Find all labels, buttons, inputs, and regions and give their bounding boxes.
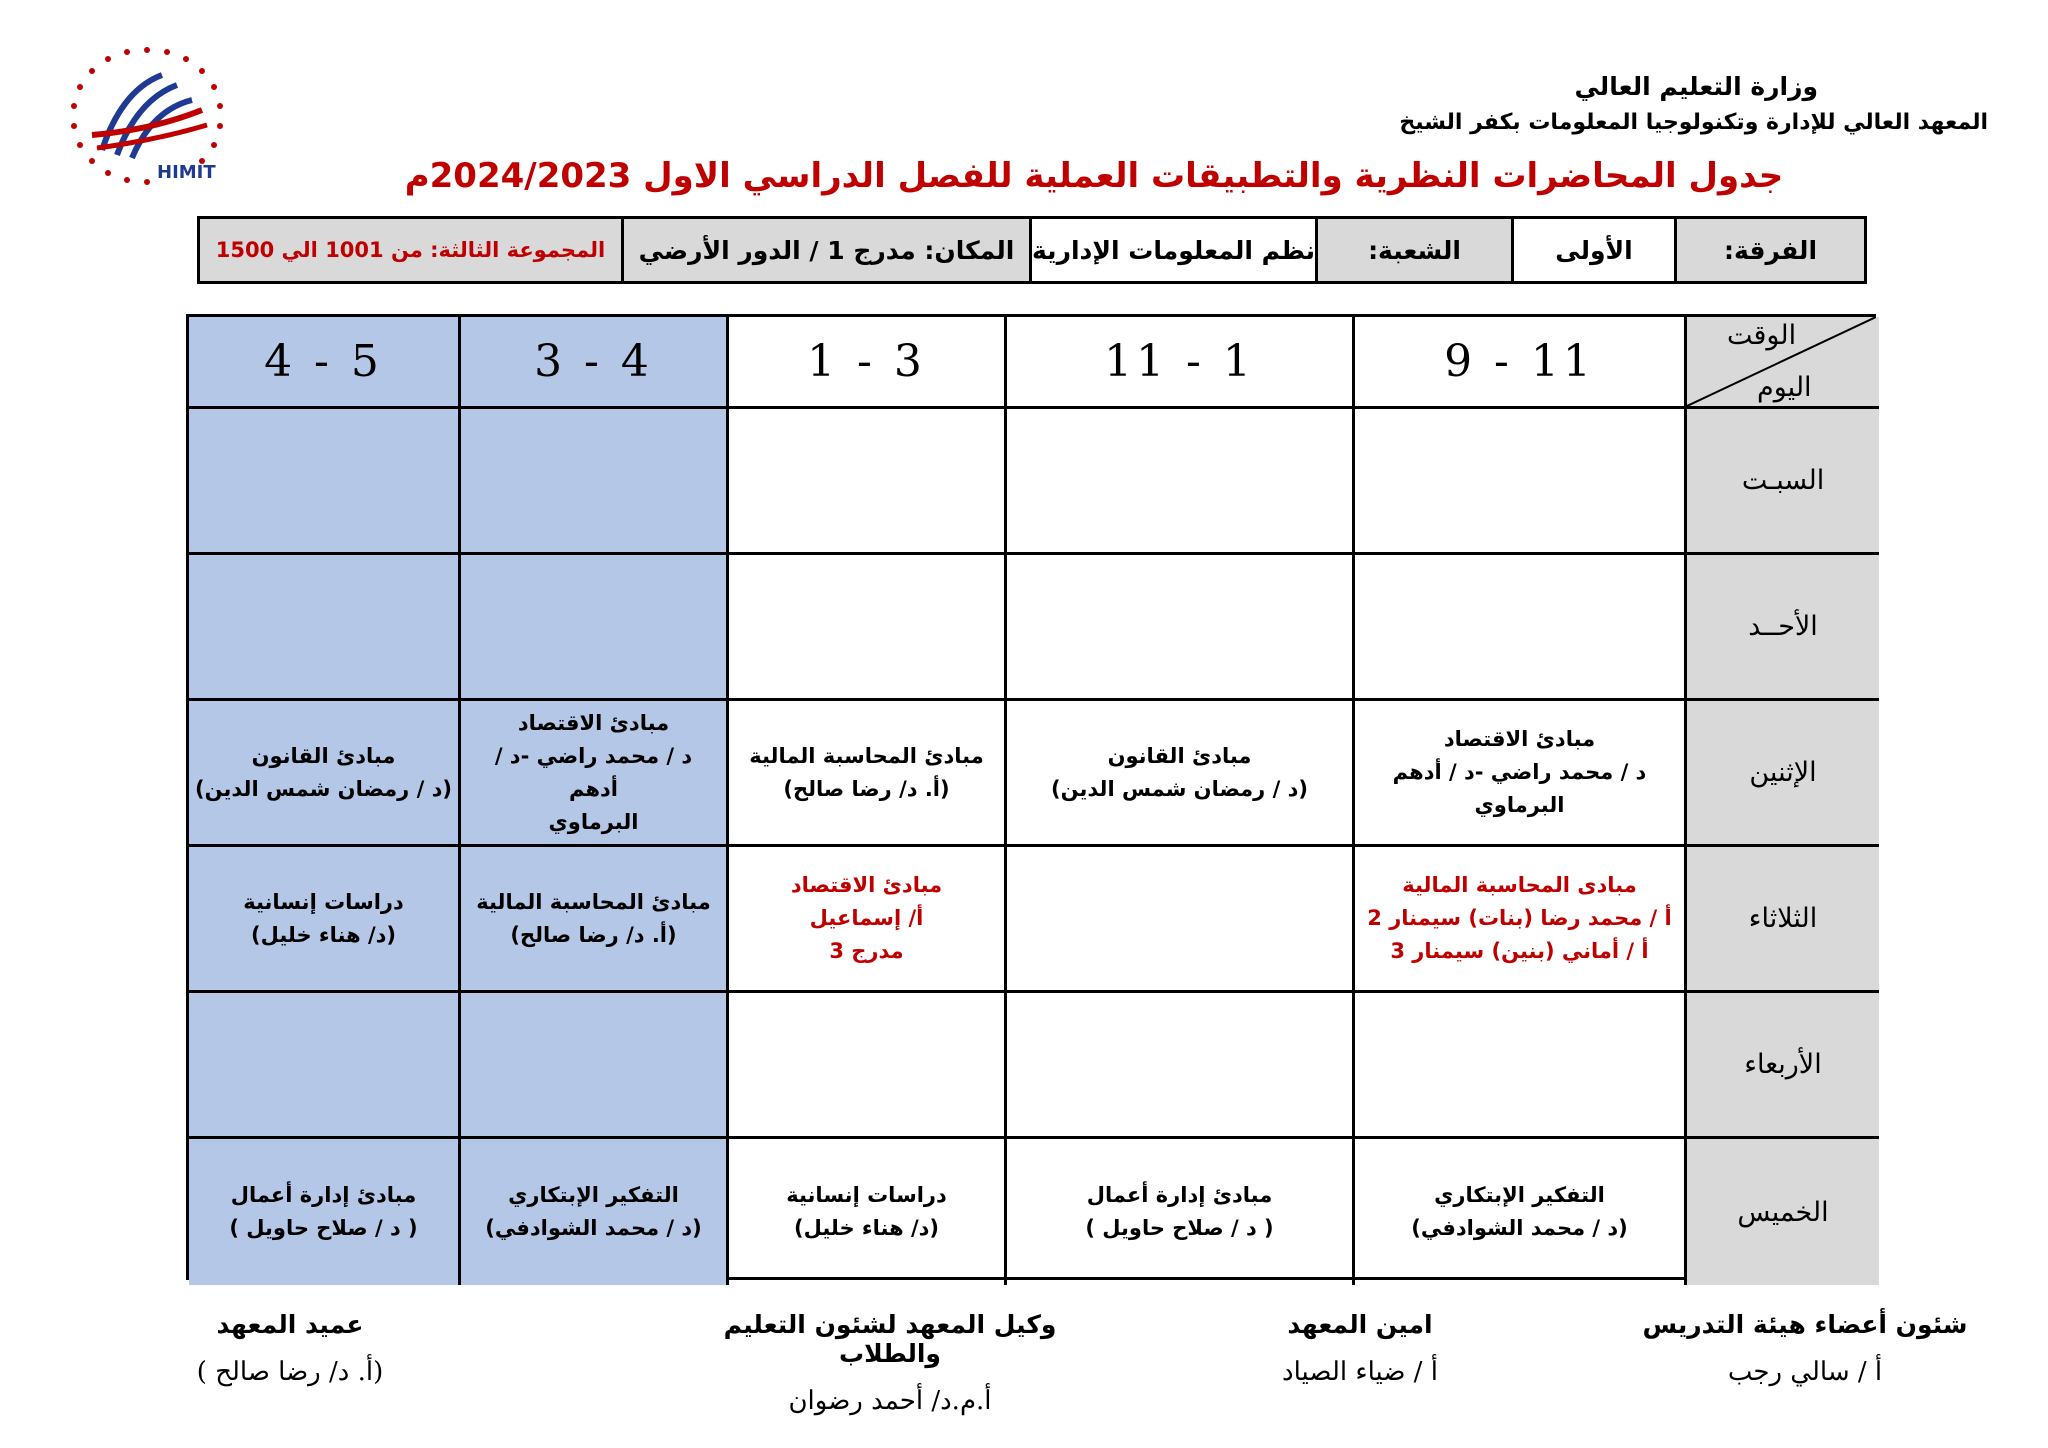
year-label: الفرقة: <box>1674 219 1864 281</box>
course-detail: (د/ هناء خليل) <box>793 1216 940 1240</box>
schedule-cell <box>1007 1139 1355 1285</box>
course-name: مبادئ الاقتصاد <box>517 710 670 735</box>
course-name: مبادئ القانون <box>1107 743 1252 768</box>
day-label: الأحــد <box>1687 555 1879 701</box>
course-detail: ( د / صلاح حاويل ) <box>229 1216 418 1240</box>
time-header: 1 - 3 <box>729 317 1007 409</box>
logo-text: HIMIT <box>157 162 216 183</box>
schedule-cell <box>1007 993 1355 1139</box>
course-name: مبادئ المحاسبة المالية <box>476 889 711 914</box>
course-detail: د / محمد راضي -د / أدهم <box>1392 760 1647 784</box>
schedule-cell <box>461 555 729 701</box>
corner-header <box>1687 317 1879 409</box>
page-title: جدول المحاضرات النظرية والتطبيقات العملية للفصل الدراسي الاول 2024/2023م <box>404 156 1784 196</box>
day-caption: اليوم <box>1757 372 1812 403</box>
info-bar <box>197 216 1867 284</box>
schedule-cell <box>189 701 461 847</box>
course-name: دراسات إنسانية <box>243 889 404 914</box>
schedule-cell <box>729 555 1007 701</box>
schedule-cell <box>461 409 729 555</box>
course-name: مبادئ الاقتصاد <box>1443 727 1596 751</box>
course-detail: ( د / صلاح حاويل ) <box>1085 1216 1274 1240</box>
ministry-name: وزارة التعليم العالي <box>1574 72 1818 101</box>
schedule-cell <box>729 993 1007 1139</box>
course-name: التفكير الإبتكاري <box>1434 1183 1605 1207</box>
course-detail: (د / محمد الشوادفي) <box>485 1216 702 1240</box>
course-name: مبادئ القانون <box>251 743 396 768</box>
signature-role: وكيل المعهد لشئون التعليم والطلاب <box>723 1310 1057 1368</box>
course-detail: (أ. د/ رضا صالح) <box>510 922 677 947</box>
day-label: الخميس <box>1687 1139 1879 1285</box>
schedule-cell <box>729 1139 1007 1285</box>
course-name: مبادى المحاسبة المالية <box>1402 873 1637 897</box>
schedule-cell <box>1007 555 1355 701</box>
institute-name: المعهد العالي للإدارة وتكنولوجيا المعلومات بكفر الشيخ <box>1399 110 1988 135</box>
schedule-cell <box>729 701 1007 847</box>
course-name: مبادئ إدارة أعمال <box>1086 1183 1273 1207</box>
schedule-cell <box>1007 847 1355 993</box>
division-value: نظم المعلومات الإدارية <box>1029 219 1315 281</box>
course-detail: (أ. د/ رضا صالح) <box>783 776 950 801</box>
signature-institute-secretary <box>1210 1310 1510 1387</box>
schedule-cell <box>1355 1139 1687 1285</box>
schedule-cell <box>461 1139 729 1285</box>
schedule-cell <box>1355 993 1687 1139</box>
schedule-cell <box>189 993 461 1139</box>
schedule-cell <box>729 409 1007 555</box>
course-detail: (د / رمضان شمس الدين) <box>195 776 452 801</box>
course-name: دراسات إنسانية <box>786 1183 947 1207</box>
schedule-cell <box>189 1139 461 1285</box>
time-caption: الوقت <box>1727 320 1797 351</box>
schedule-cell <box>189 409 461 555</box>
schedule-cell <box>461 701 729 847</box>
day-label: السبـت <box>1687 409 1879 555</box>
schedule-cell <box>1007 701 1355 847</box>
schedule-cell <box>1355 409 1687 555</box>
day-label: الأربعاء <box>1687 993 1879 1139</box>
schedule-cell <box>1355 555 1687 701</box>
signature-name: (أ. د/ رضا صالح ) <box>196 1357 384 1387</box>
signature-name: أ / سالي رجب <box>1727 1357 1883 1387</box>
course-detail: (د / محمد الشوادفي) <box>1411 1216 1628 1240</box>
signature-faculty-affairs <box>1640 1310 1970 1387</box>
group: المجموعة الثالثة: من 1001 الي 1500 <box>200 219 621 281</box>
course-detail: أ/ إسماعيل <box>809 906 924 930</box>
time-header: 9 - 11 <box>1355 317 1687 409</box>
schedule-table <box>186 314 1876 1280</box>
schedule-cell <box>1007 409 1355 555</box>
day-label: الثلاثاء <box>1687 847 1879 993</box>
course-name: التفكير الإبتكاري <box>508 1183 679 1207</box>
schedule-cell <box>1355 847 1687 993</box>
division-label: الشعبة: <box>1315 219 1511 281</box>
course-detail: أ / محمد رضا (بنات) سيمنار 2 <box>1367 906 1672 930</box>
course-detail: البرماوي <box>548 809 639 834</box>
course-detail: (د/ هناء خليل) <box>250 922 397 947</box>
signature-role: عميد المعهد <box>216 1310 364 1339</box>
course-name: مبادئ المحاسبة المالية <box>749 743 984 768</box>
time-header: 3 - 4 <box>461 317 729 409</box>
schedule-cell <box>461 993 729 1139</box>
year-value: الأولى <box>1511 219 1674 281</box>
course-detail: مدرج 3 <box>829 939 904 963</box>
time-header: 4 - 5 <box>189 317 461 409</box>
time-header: 11 - 1 <box>1007 317 1355 409</box>
signature-name: أ.م.د/ أحمد رضوان <box>788 1386 992 1416</box>
signature-name: أ / ضياء الصياد <box>1282 1357 1438 1387</box>
signature-dean <box>160 1310 420 1387</box>
course-detail: أ / أماني (بنين) سيمنار 3 <box>1390 939 1649 963</box>
signature-role: شئون أعضاء هيئة التدريس <box>1642 1310 1968 1339</box>
schedule-cell <box>461 847 729 993</box>
signature-role: امين المعهد <box>1287 1310 1433 1339</box>
course-detail: د / محمد راضي -د / أدهم <box>494 743 693 801</box>
course-detail: (د / رمضان شمس الدين) <box>1051 776 1308 801</box>
schedule-cell <box>1355 701 1687 847</box>
day-label: الإثنين <box>1687 701 1879 847</box>
location: المكان: مدرج 1 / الدور الأرضي <box>621 219 1029 281</box>
signature-vice-dean <box>680 1310 1100 1416</box>
schedule-cell <box>189 847 461 993</box>
course-detail: البرماوي <box>1474 793 1565 817</box>
schedule-cell <box>729 847 1007 993</box>
course-name: مبادئ إدارة أعمال <box>230 1183 417 1207</box>
schedule-cell <box>189 555 461 701</box>
course-name: مبادئ الاقتصاد <box>790 873 943 897</box>
